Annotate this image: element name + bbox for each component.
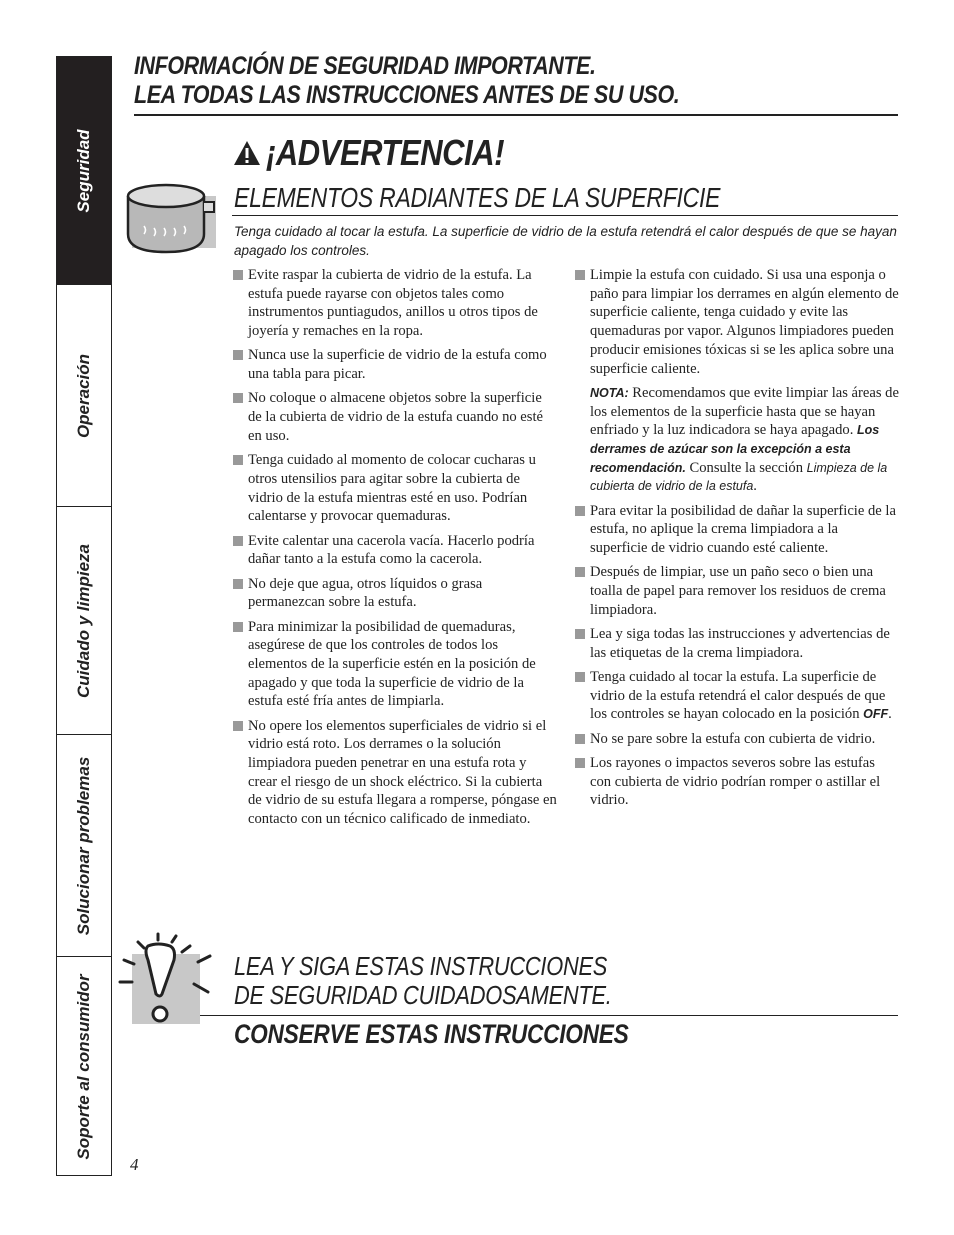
bullet-square-icon	[575, 758, 585, 768]
bullet-square-icon	[575, 567, 585, 577]
warning-heading	[232, 131, 543, 175]
list-item: Después de limpiar, use un paño seco o bien una toalla de papel para remover los residuos de crema limpiadora.	[574, 563, 899, 619]
bullet-square-icon	[233, 622, 243, 632]
list-item: Los rayones o impactos severos sobre las estufas con cubierta de vidrio podrían romper o astillar el vidrio.	[574, 754, 899, 810]
section-sidebar	[56, 56, 112, 1176]
tab-cuidado-y-limpieza[interactable]	[57, 507, 111, 735]
list-item: Para minimizar la posibilidad de quemaduras, asegúrese de que los controles de todos los elementos de la superficie estén en la posición de apagado y que toda la superficie de vidrio de la estufa esté fría antes de limpiarla.	[232, 618, 557, 712]
page-header	[134, 52, 679, 110]
tab-soporte-al-consumidor[interactable]	[57, 957, 111, 1177]
section-title: ELEMENTOS RADIANTES DE LA SUPERFICIE	[234, 182, 721, 213]
bullet-square-icon	[233, 536, 243, 546]
bullet-square-icon	[233, 721, 243, 731]
bullet-square-icon	[233, 455, 243, 465]
header-line-1: INFORMACIÓN DE SEGURIDAD IMPORTANTE.	[134, 52, 596, 80]
footer-line-2: DE SEGURIDAD CUIDADOSAMENTE.	[234, 980, 612, 1010]
bullet-square-icon	[233, 270, 243, 280]
tab-operacion[interactable]	[57, 285, 111, 507]
bullet-square-icon	[575, 734, 585, 744]
section-intro: Tenga cuidado al tocar la estufa. La superficie de vidrio de la estufa retendrá el calor después de que se hayan apagado los controles.	[234, 224, 897, 258]
list-item: No opere los elementos superficiales de vidrio si el vidrio está roto. Los derrames o la solución limpiadora pueden penetrar en una estufa rota y crear el riesgo de un shock eléctrico. Si la cubierta de vidrio de su estufa llegara a romperse, póngase en contacto con un técnico calificado de inmediato.	[232, 717, 557, 829]
tab-label: Solucionar problemas	[74, 756, 93, 935]
exclamation-alert-icon	[118, 932, 218, 1028]
tab-label: Seguridad	[74, 128, 93, 213]
warning-triangle-icon	[232, 139, 262, 167]
list-item: Para evitar la posibilidad de dañar la superficie de la estufa, no aplique la crema limpiadora a la superficie de vidrio cuando esté caliente.	[574, 502, 899, 558]
list-item: Tenga cuidado al momento de colocar cucharas u otros utensilios para agitar sobre la cubierta de vidrio de la estufa mientras esté en uso. Podrían calentarse y provocar quemaduras.	[232, 451, 557, 526]
list-item: No se pare sobre la estufa con cubierta de vidrio.	[574, 730, 899, 749]
list-item: Tenga cuidado al tocar la estufa. La superficie de vidrio de la estufa retendrá el calor después de que los controles se hayan colocado en la posición OFF.	[574, 668, 899, 724]
tab-solucionar-problemas[interactable]	[57, 735, 111, 957]
list-item: No deje que agua, otros líquidos o grasa permanezcan sobre la estufa.	[232, 575, 557, 612]
section-divider	[232, 215, 898, 216]
header-line-2: LEA TODAS LAS INSTRUCCIONES ANTES DE SU USO.	[134, 81, 680, 109]
list-item: Evite calentar una cacerola vacía. Hacerlo podría dañar tanto a la estufa como la cacerola.	[232, 532, 557, 569]
tab-label: Cuidado y limpieza	[74, 543, 93, 698]
bullet-square-icon	[575, 270, 585, 280]
note-section-reference: Limpieza de la cubierta de vidrio de la estufa	[590, 460, 888, 494]
hot-pot-icon	[120, 176, 220, 260]
bullet-column-right	[574, 266, 899, 816]
conserve-instructions: CONSERVE ESTAS INSTRUCCIONES	[234, 1019, 629, 1049]
list-item: Limpie la estufa con cuidado. Si usa una esponja o paño para limpiar los derrames en algún elemento de superficie caliente, tenga cuidado y evite las quemaduras por vapor. Algunos limpiadores pueden producir emisiones tóxicas si se les aplica sobre una superficie caliente.	[574, 266, 899, 378]
footer-instructions	[234, 952, 612, 1010]
list-item: Nunca use la superficie de vidrio de la estufa como una tabla para picar.	[232, 346, 557, 383]
page-number: 4	[130, 1155, 139, 1174]
note-emphasis: Los derrames de azúcar son la excepción a esta recomendación.	[590, 423, 880, 475]
tab-label: Operación	[74, 353, 93, 438]
bullet-square-icon	[233, 350, 243, 360]
tab-label: Soporte al consumidor	[74, 974, 93, 1160]
bullet-square-icon	[233, 393, 243, 403]
off-position-label: OFF	[863, 707, 889, 722]
list-item: Evite raspar la cubierta de vidrio de la estufa. La estufa puede rayarse con objetos tales como instrumentos puntiagudos, anillos u otros tipos de joyería y remaches en la ropa.	[232, 266, 557, 341]
bullet-square-icon	[233, 579, 243, 589]
note-paragraph: NOTA: Recomendamos que evite limpiar las áreas de los elementos de la superficie hasta que se hayan enfriado y la luz indicadora se haya apagado. Los derrames de azúcar son la excepción a esta recomendación. Consulte la sección Limpieza de la cubierta de vidrio de la estufa.	[590, 384, 899, 495]
bullet-column-left	[232, 266, 557, 834]
note-label: NOTA:	[590, 385, 629, 400]
tab-seguridad[interactable]	[57, 57, 111, 285]
warning-title: ¡ADVERTENCIA!	[266, 132, 505, 173]
list-item: Lea y siga todas las instrucciones y advertencias de las etiquetas de la crema limpiadora.	[574, 625, 899, 662]
bullet-square-icon	[575, 672, 585, 682]
list-item: No coloque o almacene objetos sobre la superficie de la cubierta de vidrio de la estufa cuando no esté en uso.	[232, 389, 557, 445]
header-divider	[134, 114, 898, 116]
footer-divider	[200, 1015, 898, 1016]
footer-line-1: LEA Y SIGA ESTAS INSTRUCCIONES	[234, 951, 608, 981]
bullet-square-icon	[575, 629, 585, 639]
bullet-square-icon	[575, 506, 585, 516]
